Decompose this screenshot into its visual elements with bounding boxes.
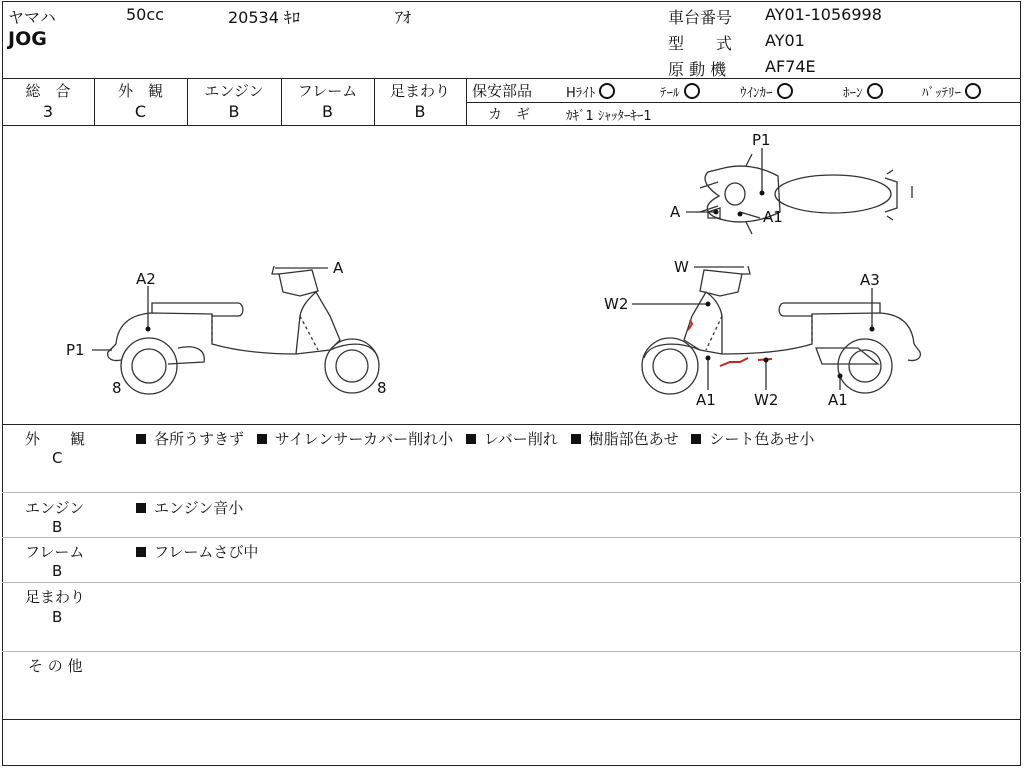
notes-exterior-grade: C: [52, 449, 63, 467]
frame-grade: B: [322, 102, 333, 121]
headlight-item: [566, 82, 615, 101]
label-8: 8: [377, 379, 387, 397]
headlight-label: Hﾗｲﾄ: [566, 86, 596, 101]
exterior-label: 外 観: [117, 82, 163, 100]
label-a: A: [670, 203, 681, 221]
notes-engine-items: [136, 497, 243, 518]
safety-label: 保安部品: [472, 82, 533, 100]
key-label: カ ギ: [488, 107, 530, 123]
label-a1: A1: [763, 208, 783, 226]
bullet-icon: [571, 434, 581, 444]
notes-engine-label: エンジン: [25, 499, 85, 517]
horn-label: ﾎｰﾝ: [843, 86, 863, 101]
label-a: A: [333, 259, 344, 277]
battery-label: ﾊﾞｯﾃﾘｰ: [922, 86, 961, 101]
tail-label: ﾃｰﾙ: [660, 86, 680, 101]
bullet-icon: [136, 503, 146, 513]
notes-frame-label: フレーム: [25, 543, 85, 561]
key-value: ｶｷﾞ1 ｼｬｯﾀｰｷｰ1: [566, 109, 652, 124]
engine-model-label: 原 動 機: [668, 60, 727, 79]
ok-circle-icon: [965, 83, 981, 99]
damage-marks: [688, 320, 772, 366]
damage-mark-scratch: [720, 358, 748, 366]
notes-frame-grade: B: [52, 562, 63, 580]
divider: [2, 424, 1021, 425]
bullet-icon: [691, 434, 701, 444]
bullet-icon: [136, 547, 146, 557]
divider: [2, 537, 1021, 538]
bullet-icon: [136, 434, 146, 444]
damage-diagram: [0, 126, 1024, 424]
overall-label: 総 合: [25, 82, 71, 100]
frame-no-label: 車台番号: [668, 8, 733, 27]
ok-circle-icon: [867, 83, 883, 99]
battery-item: [922, 82, 981, 101]
notes-frame-items: [136, 541, 258, 562]
notes-suspension-label: 足まわり: [25, 588, 86, 606]
note-item: レバー削れ: [483, 430, 558, 448]
note-item: シート色あせ小: [709, 430, 815, 448]
notes-other-label: そ の 他: [28, 657, 83, 675]
type-label: 型 式: [668, 34, 733, 53]
exterior-grade: C: [134, 102, 147, 121]
divider: [2, 492, 1021, 493]
divider: [2, 719, 1021, 720]
model-name: JOG: [8, 28, 47, 50]
label-p1: P1: [66, 341, 85, 359]
notes-exterior-items: [136, 428, 814, 449]
divider: [2, 651, 1021, 652]
suspension-label: 足まわり: [389, 82, 450, 100]
divider: [466, 102, 1021, 103]
bullet-icon: [257, 434, 267, 444]
label-a2: A2: [136, 270, 156, 288]
frame-label: フレーム: [297, 82, 358, 100]
note-item: フレームさび中: [154, 543, 259, 561]
label-w2: W2: [604, 295, 629, 313]
horn-item: [843, 82, 883, 101]
note-item: サイレンサーカバー削れ小: [274, 430, 454, 448]
label-w2: W2: [754, 391, 779, 409]
label-a3: A3: [860, 271, 880, 289]
bullet-icon: [466, 434, 476, 444]
divider: [466, 78, 467, 125]
engine-grade: B: [228, 102, 240, 121]
divider: [2, 78, 1021, 79]
label-a1: A1: [828, 391, 848, 409]
label-8: 8: [112, 379, 122, 397]
label-p1: P1: [752, 131, 771, 149]
tail-item: [660, 82, 700, 101]
winker-item: [740, 82, 793, 101]
overall-grade: 3: [42, 102, 54, 121]
notes-engine-grade: B: [52, 518, 63, 536]
note-item: 各所うすきず: [154, 430, 245, 448]
ok-circle-icon: [684, 83, 700, 99]
ok-circle-icon: [599, 83, 615, 99]
engine-label: エンジン: [204, 82, 264, 100]
maker: ヤマハ: [8, 8, 56, 27]
ok-circle-icon: [777, 83, 793, 99]
color: ｱｵ: [395, 8, 412, 27]
label-a1: A1: [696, 391, 716, 409]
note-item: 樹脂部色あせ: [588, 430, 679, 448]
divider: [2, 582, 1021, 583]
note-item: エンジン音小: [154, 499, 244, 517]
mileage: 20534 ｷﾛ: [228, 8, 300, 27]
suspension-grade: B: [414, 102, 426, 121]
notes-suspension-grade: B: [52, 608, 63, 626]
scooter-top-view: [700, 154, 912, 234]
notes-exterior-label: 外 観: [25, 430, 86, 448]
displacement: 50cc: [126, 5, 164, 24]
frame-no: AY01-1056998: [765, 5, 882, 24]
engine-model-value: AF74E: [765, 57, 816, 76]
label-w: W: [674, 258, 689, 276]
winker-label: ｳｲﾝｶｰ: [740, 86, 773, 101]
type-value: AY01: [765, 31, 805, 50]
